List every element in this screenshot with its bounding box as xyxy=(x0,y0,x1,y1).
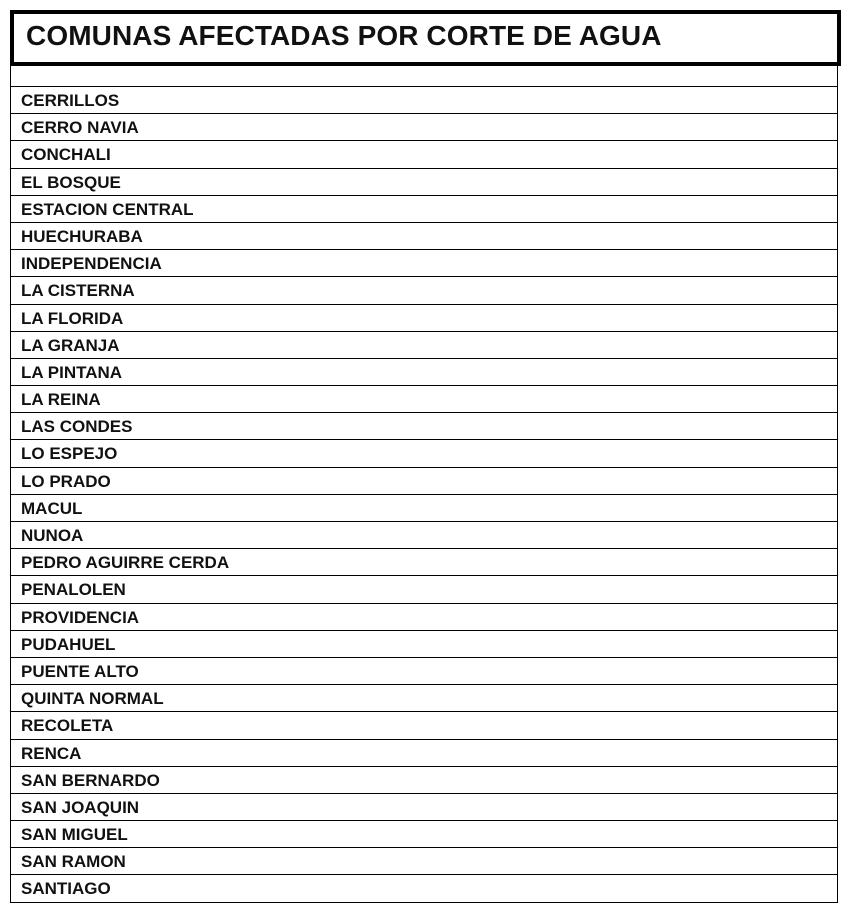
table-row xyxy=(11,522,837,549)
comuna-name: CERRILLOS xyxy=(21,91,120,110)
table-row xyxy=(11,631,837,658)
table-row xyxy=(11,305,837,332)
table-row xyxy=(11,114,837,141)
comuna-name: LAS CONDES xyxy=(21,417,133,437)
table-row xyxy=(11,87,837,114)
comuna-name: PUDAHUEL xyxy=(21,634,116,654)
comuna-name: INDEPENDENCIA xyxy=(21,254,162,274)
comuna-name: PROVIDENCIA xyxy=(21,607,140,627)
table-row xyxy=(11,604,837,631)
comunas-table xyxy=(10,61,838,903)
comuna-name: MACUL xyxy=(21,498,83,518)
table-row xyxy=(11,821,837,848)
comuna-name: QUINTA NORMAL xyxy=(21,689,164,709)
comuna-name: RENCA xyxy=(21,743,82,763)
table-row xyxy=(11,413,837,440)
comuna-name: LA CISTERNA xyxy=(21,281,135,301)
comuna-name: SAN JOAQUIN xyxy=(21,797,140,817)
table-row xyxy=(11,250,837,277)
table-row xyxy=(11,576,837,603)
comuna-name: SAN MIGUEL xyxy=(21,825,128,845)
comuna-name: RECOLETA xyxy=(21,716,114,736)
table-row xyxy=(11,495,837,522)
table-row xyxy=(11,359,837,386)
comuna-name: LA REINA xyxy=(21,390,101,410)
comuna-name: PUENTE ALTO xyxy=(21,661,139,681)
comuna-name: LA PINTANA xyxy=(21,362,123,382)
table-row xyxy=(11,658,837,685)
table-row xyxy=(11,549,837,576)
table-row xyxy=(11,386,837,413)
table-row xyxy=(11,848,837,875)
comuna-name: PEDRO AGUIRRE CERDA xyxy=(21,553,230,573)
table-row xyxy=(11,440,837,467)
comuna-name: LO PRADO xyxy=(21,471,111,491)
comuna-name: CERRO NAVIA xyxy=(21,118,139,138)
table-row xyxy=(11,794,837,821)
comuna-name: SAN BERNARDO xyxy=(21,770,160,790)
comuna-name: SAN RAMON xyxy=(21,852,126,872)
comuna-name: ESTACION CENTRAL xyxy=(21,199,194,219)
table-row xyxy=(11,740,837,767)
comuna-name: SANTIAGO xyxy=(21,879,111,899)
comuna-name: NUNOA xyxy=(21,526,84,545)
table-row xyxy=(11,169,837,196)
table-row xyxy=(11,767,837,794)
comuna-name: LA GRANJA xyxy=(21,335,120,355)
comuna-name: LO ESPEJO xyxy=(21,444,118,464)
comuna-name: HUECHURABA xyxy=(21,226,143,246)
comunas-list xyxy=(11,87,837,903)
table-row xyxy=(11,875,837,902)
table-row xyxy=(11,223,837,250)
comuna-name: CONCHALI xyxy=(21,145,111,165)
table-row xyxy=(11,196,837,223)
table-row xyxy=(11,468,837,495)
comuna-name: EL BOSQUE xyxy=(21,172,121,192)
table-row xyxy=(11,141,837,168)
comuna-name: LA FLORIDA xyxy=(21,308,124,328)
comuna-name: PENALOLEN xyxy=(21,580,126,600)
table-row xyxy=(11,685,837,712)
blank-header-row xyxy=(11,61,837,87)
table-row xyxy=(11,712,837,739)
table-row xyxy=(11,277,837,304)
page-title: COMUNAS AFECTADAS POR CORTE DE AGUA xyxy=(26,20,662,51)
title-box xyxy=(10,10,841,66)
table-row xyxy=(11,332,837,359)
